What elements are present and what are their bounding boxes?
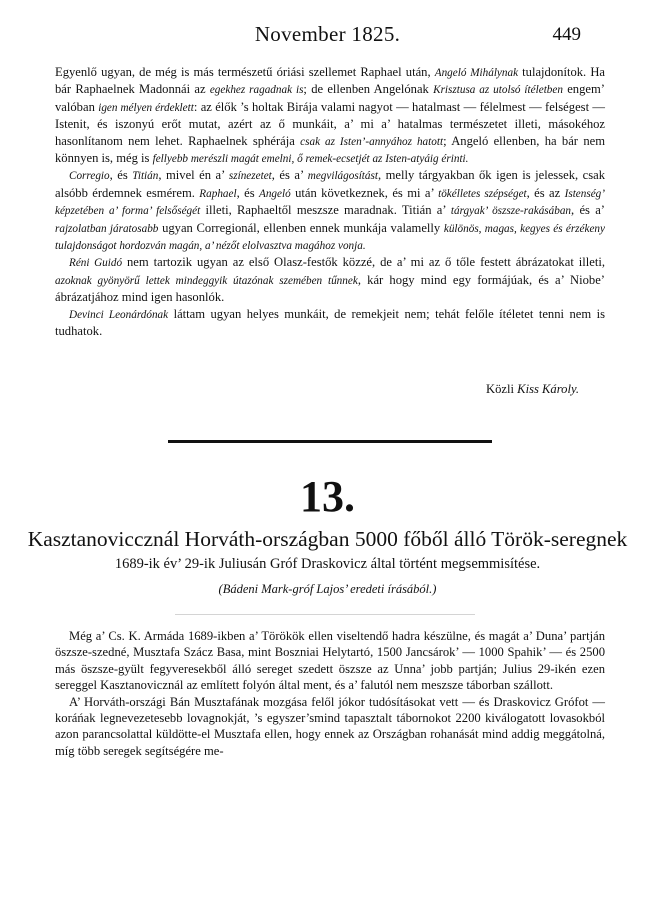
section-divider	[168, 440, 492, 443]
section-number: 13.	[300, 472, 355, 521]
italic-text-run: Krisztusa az utolsó ítéletben	[433, 84, 563, 97]
text-run: , mivel én a’	[158, 168, 229, 183]
italic-text-run: rajzolatban járatosabb	[55, 222, 159, 235]
italic-text-run: Raphael	[199, 187, 237, 200]
text-run: ; de ellenben Angelónak	[303, 82, 434, 97]
italic-text-run: Corregio	[69, 170, 110, 183]
signature-name: Kiss Károly.	[517, 382, 579, 396]
text-run: Egyenlő ugyan, de még is más természetű óriási szellemet Raphael után,	[55, 65, 435, 79]
italic-text-run: csak az Isten’-annyához hatott	[300, 135, 444, 148]
article-source: (Bádeni Mark-gróf Lajos’ eredeti írásából.)	[218, 582, 437, 596]
italic-text-run: Devinci Leonárdónak	[69, 308, 169, 321]
italic-text-run: azoknak gyönyörű lettek mindeggyik útazónak szemében tűnnek	[55, 274, 358, 287]
text-run: , melly tárgyakban ők igen is jelessek, csak alsóbb érdemnek esmérem.	[55, 168, 606, 200]
italic-text-run: Angeló Mihálynak	[434, 67, 519, 79]
signature-prefix: Közli	[486, 382, 518, 396]
text-run: engem’ valóban	[55, 82, 605, 114]
text-run: ; Angeló ellenben, ha bár nem könnyen is, még is	[55, 133, 606, 166]
italic-text-run: tárgyak’ öszsze-rakásában	[450, 205, 572, 218]
italic-text-run: Istenség’ képzetében a’ forma’ felsőségét	[55, 187, 605, 218]
text-run: , és az	[526, 185, 565, 200]
article-paragraph: Még a’ Cs. K. Armáda 1689-ikben a’ Törökök ellen viseltendő hadra készülne, és magát a’ Duna’ partján öszsze-szedné, Musztafa Szácz Basa, mint Boszniai Helytartó, 1500 Jancsárok’ — 1000 Spahik’ — és 2500 más öszsze-gyült fegyveresekből álló sereget szedett öszsze az Unna’ jobb partján; Julius 29-ikén ezen sereggel Kasztanovicznál az említett folyón által ment, és a’ falutól nem meszsze táborban szállott.	[55, 629, 605, 693]
italic-text-run: különös, magas, kegyes és érzékeny tulajdonságot hordozván magán, a’ nézőt elolvasztva magához vonja.	[55, 222, 605, 253]
italic-text-run: színezetet	[228, 170, 272, 183]
text-run: ugyan Corregionál, ellenben ennek munkája valamelly	[158, 220, 444, 235]
article-paragraph: A’ Horváth-országi Bán Musztafának mozgása felől jókor tudósításokat vett — és Draskovicz Grófot — koráńak legnevezetesebb lovagnokját, ’s egyszer’smind tapasztalt tábornokot 2200 kiválogatott lovasokból azon parancsolattal küldötte-el Musztafa ellen, hogy ennek az Országban rohanását mind addig meggátolná, míg több seregek segítségére me-	[55, 694, 605, 758]
italic-text-run: Angeló	[259, 187, 291, 200]
text-run: , és a’	[571, 203, 605, 218]
article-title: Kasztanoviccznál Horváth-országban 5000 főből álló Török-seregnek	[27, 527, 628, 551]
article-body	[55, 628, 605, 759]
text-run: , és	[109, 168, 133, 183]
text-run: nem tartozik ugyan az első Olasz-festők közzé, de a’ mi az ő tőle festett ábrázatokat illeti,	[122, 255, 605, 270]
essay-body	[55, 64, 605, 340]
essay-paragraph	[55, 306, 605, 340]
text-run: láttam ugyan helyes munkáit, de remekjeit nem; tehát felőle ítéletet tenni nem is tudhatok.	[55, 306, 605, 339]
italic-text-run: megvilágosítást	[307, 170, 378, 183]
essay-paragraph	[55, 167, 605, 254]
text-run: után következnek, és mi a’	[290, 185, 439, 200]
text-run: : az élők ’s holtak Birája valami nagyot — hatalmast — félelmest — felségest — Istenit, és iszonyú erőt mutat, azért az ő munkáit, a’ mi a’ hatalmas természetet illeti, másokéhoz hasonlítanom nem lehet. Raphaelnek sphérája	[55, 99, 605, 148]
italic-text-run: tökélletes szépséget	[438, 187, 527, 200]
faint-rule	[175, 614, 475, 615]
article-subtitle: 1689-ik év’ 29-ik Juliusán Gróf Draskovicz által történt megsemmisítése.	[114, 556, 541, 572]
essay-paragraph	[55, 64, 605, 167]
text-run: , és a’	[271, 168, 308, 183]
italic-text-run: Titián	[132, 170, 159, 183]
page-number: 449	[552, 24, 581, 45]
text-run: tulajdonítok. Ha bár Raphaelnek Madonnái az	[55, 65, 606, 97]
italic-text-run: igen mélyen érdeklett	[98, 101, 194, 114]
header-month: November 1825.	[254, 22, 401, 46]
text-run: , kár hogy mind egy formájúak, és a’ Niobe’ ábrázatjához mind igen hasonlók.	[55, 272, 606, 305]
text-run: , és	[236, 185, 259, 200]
italic-text-run: fellyebb merészli magát emelni, ő remek-ecsetjét az Isten-atyáig érinti.	[152, 153, 469, 166]
signature	[486, 382, 579, 397]
italic-text-run: egekhez ragadnak is	[209, 84, 304, 97]
italic-text-run: Réni Guidó	[69, 257, 123, 270]
text-run: illeti, Raphaeltől meszsze maradnak. Titián a’	[200, 203, 451, 218]
essay-paragraph	[55, 254, 605, 305]
